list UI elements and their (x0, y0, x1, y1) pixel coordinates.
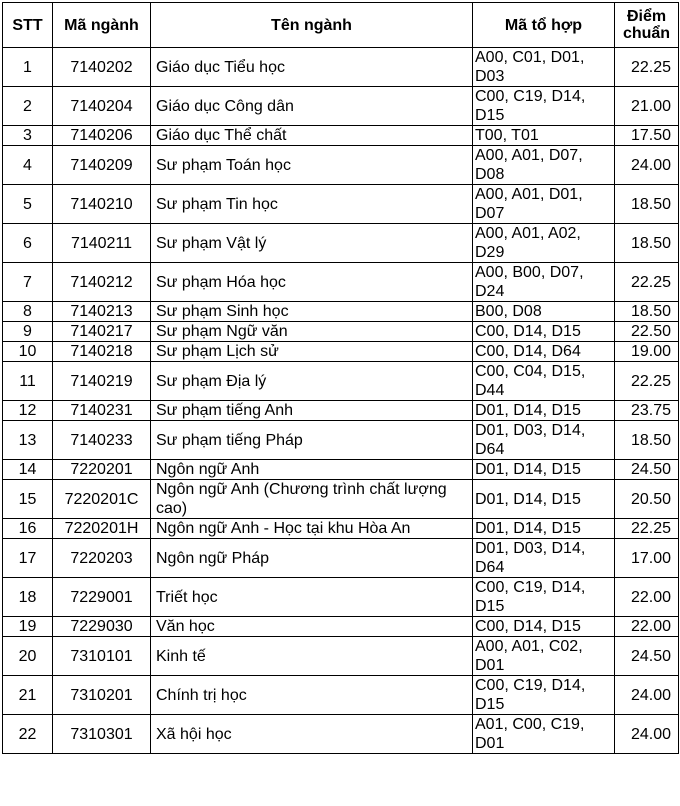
cell-code: 7140206 (53, 126, 151, 146)
cell-code: 7220201H (53, 519, 151, 539)
cell-name: Sư phạm tiếng Pháp (151, 421, 473, 460)
cell-combo: D01, D14, D15 (473, 460, 615, 480)
cell-name: Ngôn ngữ Anh - Học tại khu Hòa An (151, 519, 473, 539)
table-row (3, 401, 679, 421)
cell-code: 7140210 (53, 185, 151, 224)
cell-code: 7140212 (53, 263, 151, 302)
cell-score: 22.25 (615, 362, 679, 401)
cell-name: Văn học (151, 617, 473, 637)
cell-combo: C00, C19, D14, D15 (473, 578, 615, 617)
header-stt: STT (3, 3, 53, 48)
cell-combo: D01, D03, D14, D64 (473, 539, 615, 578)
table-row (3, 578, 679, 617)
cell-score: 17.00 (615, 539, 679, 578)
header-combo: Mã tổ hợp (473, 3, 615, 48)
cell-score: 22.25 (615, 48, 679, 87)
cell-code: 7310201 (53, 676, 151, 715)
cell-name: Sư phạm tiếng Anh (151, 401, 473, 421)
cell-score: 24.00 (615, 676, 679, 715)
cell-score: 24.50 (615, 460, 679, 480)
cell-score: 19.00 (615, 342, 679, 362)
header-code: Mã ngành (53, 3, 151, 48)
cell-name: Triết học (151, 578, 473, 617)
cell-code: 7140233 (53, 421, 151, 460)
cell-stt: 20 (3, 637, 53, 676)
table-row (3, 48, 679, 87)
cell-stt: 18 (3, 578, 53, 617)
cell-code: 7229001 (53, 578, 151, 617)
table-row (3, 342, 679, 362)
cell-combo: A00, A01, D07, D08 (473, 146, 615, 185)
cell-stt: 16 (3, 519, 53, 539)
cell-score: 21.00 (615, 87, 679, 126)
table-row (3, 224, 679, 263)
cell-combo: C00, D14, D15 (473, 322, 615, 342)
cell-combo: D01, D14, D15 (473, 519, 615, 539)
cell-score: 18.50 (615, 302, 679, 322)
table-body (3, 48, 679, 754)
cell-combo: D01, D03, D14, D64 (473, 421, 615, 460)
table-row (3, 539, 679, 578)
cell-score: 17.50 (615, 126, 679, 146)
header-row (3, 3, 679, 48)
cell-stt: 12 (3, 401, 53, 421)
cell-name: Ngôn ngữ Anh (151, 460, 473, 480)
cell-code: 7220201 (53, 460, 151, 480)
cell-stt: 11 (3, 362, 53, 401)
table-row (3, 126, 679, 146)
cell-combo: C00, C19, D14, D15 (473, 87, 615, 126)
cell-code: 7140209 (53, 146, 151, 185)
header-name: Tên ngành (151, 3, 473, 48)
cell-name: Sư phạm Toán học (151, 146, 473, 185)
cell-code: 7310301 (53, 715, 151, 754)
table-row (3, 617, 679, 637)
cell-stt: 9 (3, 322, 53, 342)
cell-name: Ngôn ngữ Anh (Chương trình chất lượng cao) (151, 480, 473, 519)
cell-name: Sư phạm Lịch sử (151, 342, 473, 362)
cell-name: Giáo dục Tiểu học (151, 48, 473, 87)
cell-name: Sư phạm Địa lý (151, 362, 473, 401)
table-row (3, 87, 679, 126)
cell-combo: B00, D08 (473, 302, 615, 322)
cell-stt: 8 (3, 302, 53, 322)
cell-combo: A00, A01, D01, D07 (473, 185, 615, 224)
cell-score: 22.25 (615, 263, 679, 302)
table-row (3, 480, 679, 519)
cell-combo: C00, D14, D15 (473, 617, 615, 637)
table-row (3, 302, 679, 322)
cell-code: 7140218 (53, 342, 151, 362)
cell-stt: 2 (3, 87, 53, 126)
cell-name: Sư phạm Vật lý (151, 224, 473, 263)
cell-code: 7140217 (53, 322, 151, 342)
cell-score: 24.00 (615, 715, 679, 754)
cell-stt: 7 (3, 263, 53, 302)
cell-stt: 14 (3, 460, 53, 480)
cell-combo: D01, D14, D15 (473, 480, 615, 519)
table-row (3, 519, 679, 539)
cell-score: 18.50 (615, 185, 679, 224)
admission-scores-table (2, 2, 679, 754)
cell-combo: A00, C01, D01, D03 (473, 48, 615, 87)
cell-combo: A01, C00, C19, D01 (473, 715, 615, 754)
cell-score: 24.00 (615, 146, 679, 185)
cell-code: 7220203 (53, 539, 151, 578)
cell-stt: 3 (3, 126, 53, 146)
cell-code: 7220201C (53, 480, 151, 519)
cell-code: 7140211 (53, 224, 151, 263)
cell-code: 7140231 (53, 401, 151, 421)
cell-stt: 4 (3, 146, 53, 185)
header-score: Điểm chuẩn (615, 3, 679, 48)
cell-name: Chính trị học (151, 676, 473, 715)
cell-stt: 19 (3, 617, 53, 637)
cell-name: Sư phạm Ngữ văn (151, 322, 473, 342)
cell-code: 7140204 (53, 87, 151, 126)
cell-name: Giáo dục Công dân (151, 87, 473, 126)
cell-code: 7229030 (53, 617, 151, 637)
cell-score: 22.50 (615, 322, 679, 342)
table-row (3, 460, 679, 480)
cell-combo: D01, D14, D15 (473, 401, 615, 421)
table-row (3, 421, 679, 460)
table-row (3, 637, 679, 676)
cell-combo: C00, D14, D64 (473, 342, 615, 362)
cell-name: Xã hội học (151, 715, 473, 754)
cell-combo: A00, B00, D07, D24 (473, 263, 615, 302)
cell-score: 18.50 (615, 224, 679, 263)
cell-stt: 6 (3, 224, 53, 263)
table-row (3, 185, 679, 224)
cell-combo: C00, C04, D15, D44 (473, 362, 615, 401)
cell-stt: 17 (3, 539, 53, 578)
cell-score: 20.50 (615, 480, 679, 519)
cell-combo: A00, A01, C02, D01 (473, 637, 615, 676)
cell-stt: 13 (3, 421, 53, 460)
table-row (3, 263, 679, 302)
cell-score: 18.50 (615, 421, 679, 460)
cell-score: 24.50 (615, 637, 679, 676)
table-row (3, 146, 679, 185)
cell-score: 22.25 (615, 519, 679, 539)
cell-name: Sư phạm Tin học (151, 185, 473, 224)
cell-name: Sư phạm Hóa học (151, 263, 473, 302)
table-row (3, 322, 679, 342)
cell-score: 22.00 (615, 617, 679, 637)
cell-name: Ngôn ngữ Pháp (151, 539, 473, 578)
cell-stt: 10 (3, 342, 53, 362)
cell-combo: C00, C19, D14, D15 (473, 676, 615, 715)
cell-combo: T00, T01 (473, 126, 615, 146)
cell-code: 7140213 (53, 302, 151, 322)
cell-combo: A00, A01, A02, D29 (473, 224, 615, 263)
cell-stt: 22 (3, 715, 53, 754)
cell-code: 7140219 (53, 362, 151, 401)
cell-code: 7310101 (53, 637, 151, 676)
cell-score: 23.75 (615, 401, 679, 421)
table-row (3, 676, 679, 715)
cell-stt: 21 (3, 676, 53, 715)
cell-code: 7140202 (53, 48, 151, 87)
cell-name: Sư phạm Sinh học (151, 302, 473, 322)
cell-stt: 5 (3, 185, 53, 224)
cell-stt: 1 (3, 48, 53, 87)
table-row (3, 362, 679, 401)
cell-name: Giáo dục Thể chất (151, 126, 473, 146)
table-row (3, 715, 679, 754)
cell-score: 22.00 (615, 578, 679, 617)
cell-stt: 15 (3, 480, 53, 519)
cell-name: Kinh tế (151, 637, 473, 676)
